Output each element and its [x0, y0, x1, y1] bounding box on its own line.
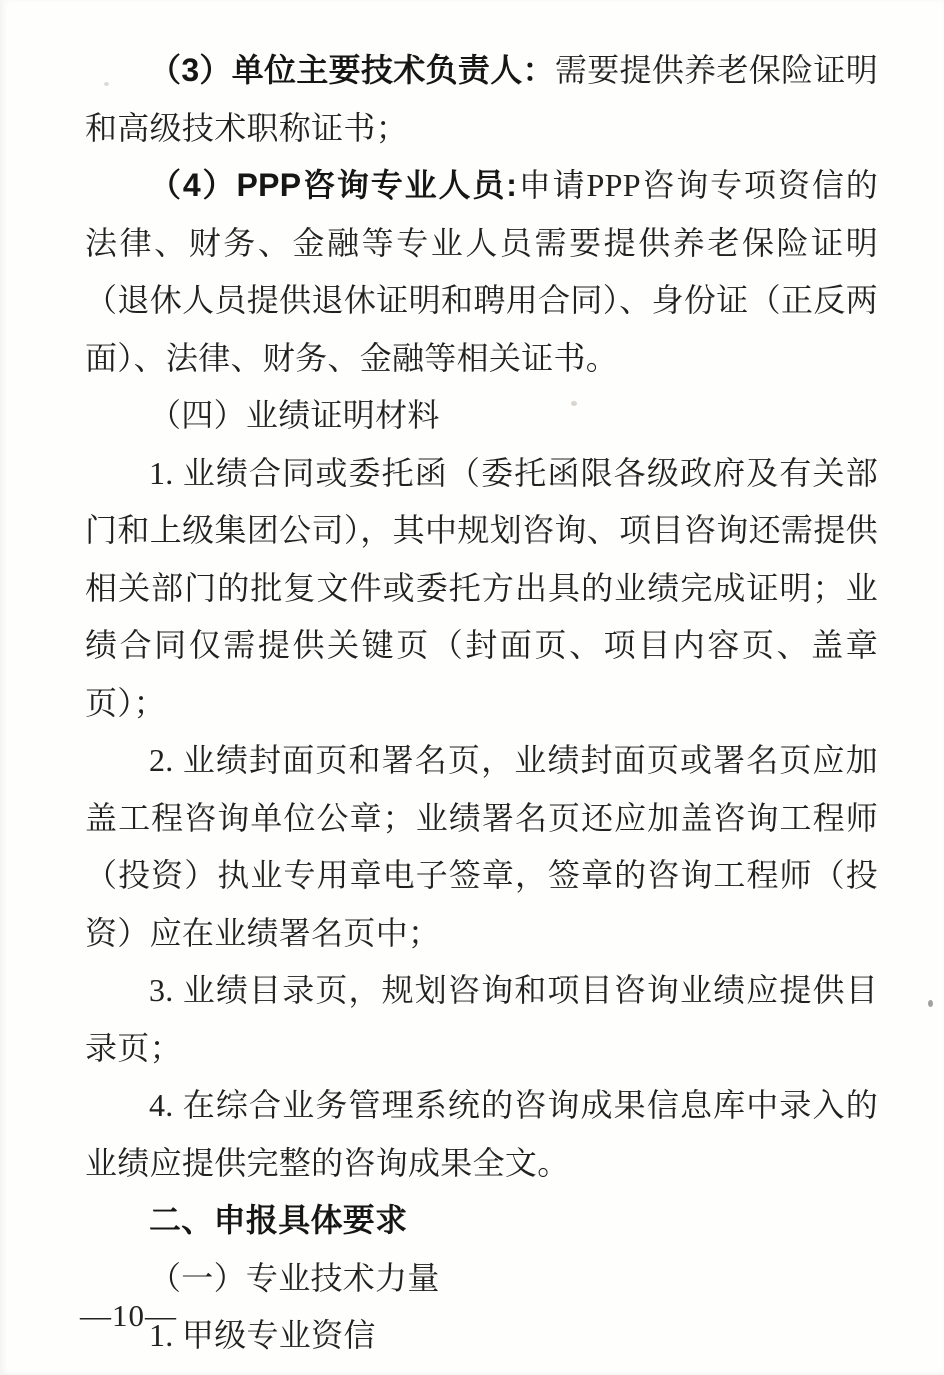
paragraph-text: 2. 业绩封面页和署名页，业绩封面页或署名页应加盖工程咨询单位公章；业绩署名页还应加盖咨询工程师（投资）执业专用章电子签章，签章的咨询工程师（投资）应在业绩署名页中； — [85, 742, 878, 951]
paragraph — [85, 387, 878, 445]
paragraph — [85, 445, 878, 733]
paragraph-text: 3. 业绩目录页，规划咨询和项目咨询业绩应提供目录页； — [85, 972, 878, 1066]
paragraph — [85, 42, 878, 157]
paragraph — [85, 1077, 878, 1192]
document-body — [85, 42, 878, 1365]
paragraph — [85, 732, 878, 962]
paragraph-text: 二、申报具体要求 — [149, 1202, 408, 1238]
paragraph — [85, 962, 878, 1077]
paragraph-text: 1. 业绩合同或委托函（委托函限各级政府及有关部门和上级集团公司），其中规划咨询、项目咨询还需提供相关部门的批复文件或委托方出具的业绩完成证明；业绩合同仅需提供关键页（封面页、项目内容页、盖章页）； — [85, 454, 878, 721]
paragraph — [85, 1307, 878, 1365]
paragraph-text: 需要提供养老保险证明和高级技术职称证书； — [85, 52, 878, 146]
paragraph-text: 4. 在综合业务管理系统的咨询成果信息库中录入的业绩应提供完整的咨询成果全文。 — [85, 1087, 878, 1181]
paragraph-text: （一）专业技术力量 — [149, 1259, 440, 1296]
paragraph — [85, 1250, 878, 1308]
paragraph — [85, 1192, 878, 1250]
paragraph-lead: （3）单位主要技术负责人： — [149, 52, 555, 88]
scan-speck — [928, 1000, 933, 1007]
paragraph-text: 申请PPP咨询专项资信的法律、财务、金融等专业人员需要提供养老保险证明（退休人员提供退休证明和聘用合同）、身份证（正反两面）、法律、财务、金融等相关证书。 — [85, 167, 878, 376]
paragraph-lead: （4）PPP咨询专业人员: — [149, 167, 518, 203]
paragraph-text: 1. 甲级专业资信 — [149, 1317, 376, 1353]
paragraph — [85, 157, 878, 387]
paragraph-text: （四）业绩证明材料 — [149, 397, 440, 433]
page-number: —10— — [80, 1298, 177, 1333]
